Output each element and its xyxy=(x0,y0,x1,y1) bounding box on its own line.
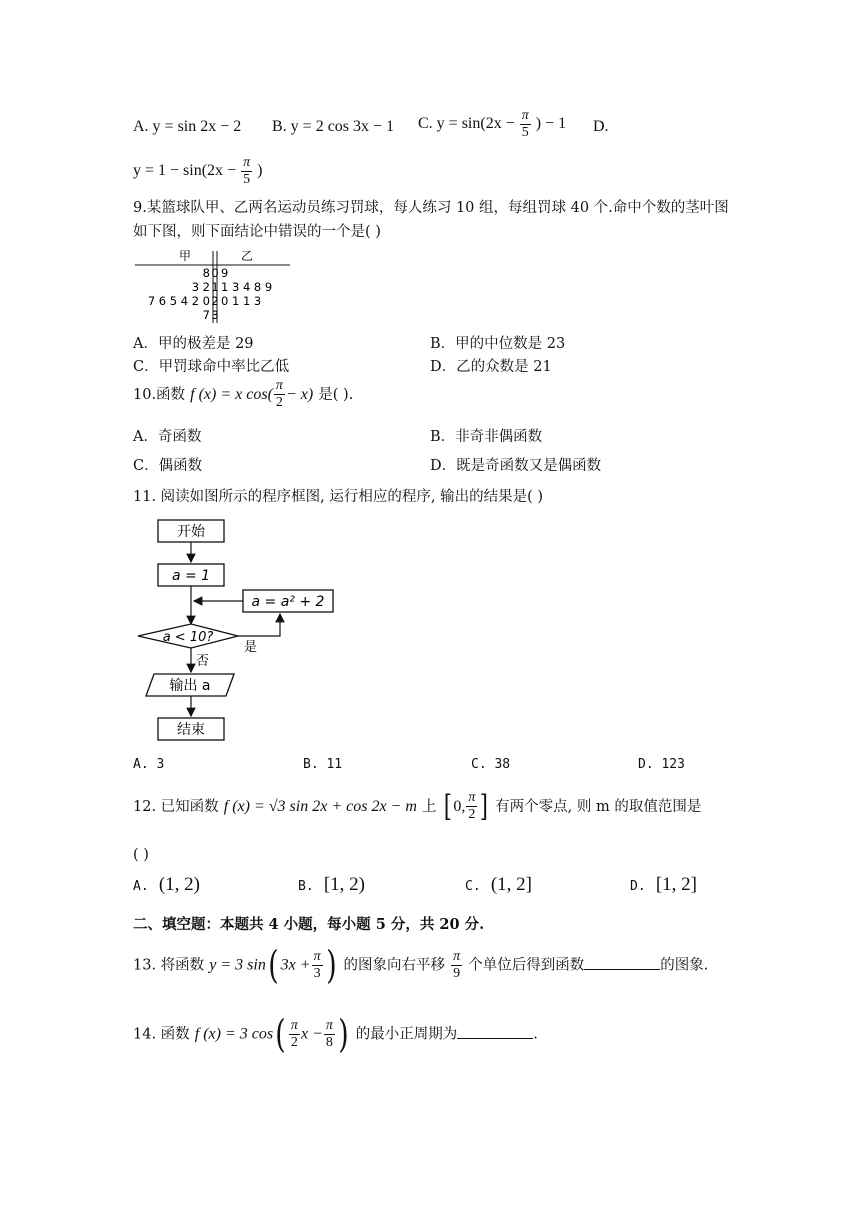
q11-stem: 11. 阅读如图所示的程序框图, 运行相应的程序, 输出的结果是( ) xyxy=(133,489,544,505)
q9-option-a: A．甲的极差是 29 xyxy=(133,336,254,352)
stemleaf-row1-right: 9 xyxy=(221,266,229,280)
stemleaf-row1-left: 8 xyxy=(202,266,210,280)
q12-stem: 12. 已知函数 f (x) = √3 sin 2x + cos 2x − m 上 [ 0, $\frac{\pi}{2}$ ] 有两个零点, 则 m 的取值范围是 xyxy=(133,788,702,824)
q11-option-a: A. 3 xyxy=(133,757,165,772)
q11-option-c: C. 38 xyxy=(471,757,511,772)
q10-option-c: C．偶函数 xyxy=(133,458,203,474)
stemleaf-header-left: 甲 xyxy=(178,249,192,263)
q9-option-d: D．乙的众数是 21 xyxy=(430,359,552,375)
q10-stem: 10.函数 f (x) = x cos( $\frac{\pi}{2}$ − x) 是( ). xyxy=(133,378,354,410)
stem-leaf-plot xyxy=(135,247,295,325)
q9-line2: 如下图，则下面结论中错误的一个是( ) xyxy=(133,224,381,240)
q9-option-b: B．甲的中位数是 23 xyxy=(430,336,566,352)
stemleaf-row1-stem: 0 xyxy=(211,266,219,280)
q11-option-b: B. 11 xyxy=(303,757,343,772)
q8-option-b: B. y = 2 cos 3x − 1 xyxy=(272,118,395,135)
stemleaf-row3-right: 0 1 1 3 xyxy=(221,294,262,308)
section2-heading: 二、填空题：本题共 4 小题，每小题 5 分，共 20 分. xyxy=(133,916,485,933)
q12-option-c: C. (1, 2] xyxy=(465,874,532,895)
stemleaf-row2-left: 3 2 xyxy=(191,280,210,294)
q9-line1: 9.某篮球队甲、乙两名运动员练习罚球，每人练习 10 组，每组罚球 40 个.命中个数的茎叶图 xyxy=(133,200,729,216)
q14-stem: 14. 函数 f (x) = 3 cos( $\frac{\pi}{2}$ x − $\frac{\pi}{8}$ ) 的最小正周期为 . xyxy=(133,1012,538,1056)
q13-stem: 13. 将函数 y = 3 sin( 3x + $\frac{\pi}{3}$ ) 的图象向右平移 $\frac{\pi}{9}$ 个单位后得到函数 的图象. xyxy=(133,943,709,987)
q12-option-b: B. [1, 2) xyxy=(298,874,365,895)
q12-answer-paren: ( ) xyxy=(133,847,149,863)
q11-option-d: D. 123 xyxy=(638,757,685,772)
flow-update-label: a = a² + 2 xyxy=(251,594,325,610)
q12-option-d: D. [1, 2] xyxy=(630,874,697,895)
stemleaf-row3-stem: 2 xyxy=(211,294,219,308)
flow-output-label: 输出 a xyxy=(169,678,211,694)
q10-option-b: B．非奇非偶函数 xyxy=(430,429,543,445)
stemleaf-row2-right: 1 3 4 8 9 xyxy=(221,280,273,294)
q10-option-a: A．奇函数 xyxy=(133,429,202,445)
q12-option-a: A. (1, 2) xyxy=(133,874,200,895)
q8-option-c: C. y = sin(2x − $\frac{\pi}{5}$ ) − 1 xyxy=(418,108,567,140)
stemleaf-row4-left: 7 xyxy=(202,308,210,322)
q8-option-d-expr: y = 1 − sin(2x − $\frac{\pi}{5}$ ) xyxy=(133,155,263,187)
flow-start-label: 开始 xyxy=(177,524,205,540)
flow-yes-label: 是 xyxy=(244,640,258,655)
stemleaf-row3-left: 7 6 5 4 2 0 xyxy=(147,294,210,308)
q14-answer-blank[interactable] xyxy=(457,1037,533,1039)
q9-option-c: C．甲罚球命中率比乙低 xyxy=(133,359,290,375)
flow-init-label: a = 1 xyxy=(171,568,211,584)
q13-answer-blank[interactable] xyxy=(584,968,660,970)
q8-option-a: A. y = sin 2x − 2 xyxy=(133,118,242,135)
stemleaf-row4-stem: 3 xyxy=(211,308,219,322)
flow-end-label: 结束 xyxy=(177,722,205,738)
flow-no-label: 否 xyxy=(196,654,210,669)
stemleaf-row2-stem: 1 xyxy=(211,280,219,294)
flow-decision-label: a < 10? xyxy=(162,630,214,645)
program-flowchart xyxy=(130,510,350,750)
q8-option-d-label: D. xyxy=(593,118,609,135)
q10-option-d: D．既是奇函数又是偶函数 xyxy=(430,458,602,474)
stemleaf-header-right: 乙 xyxy=(240,249,254,263)
